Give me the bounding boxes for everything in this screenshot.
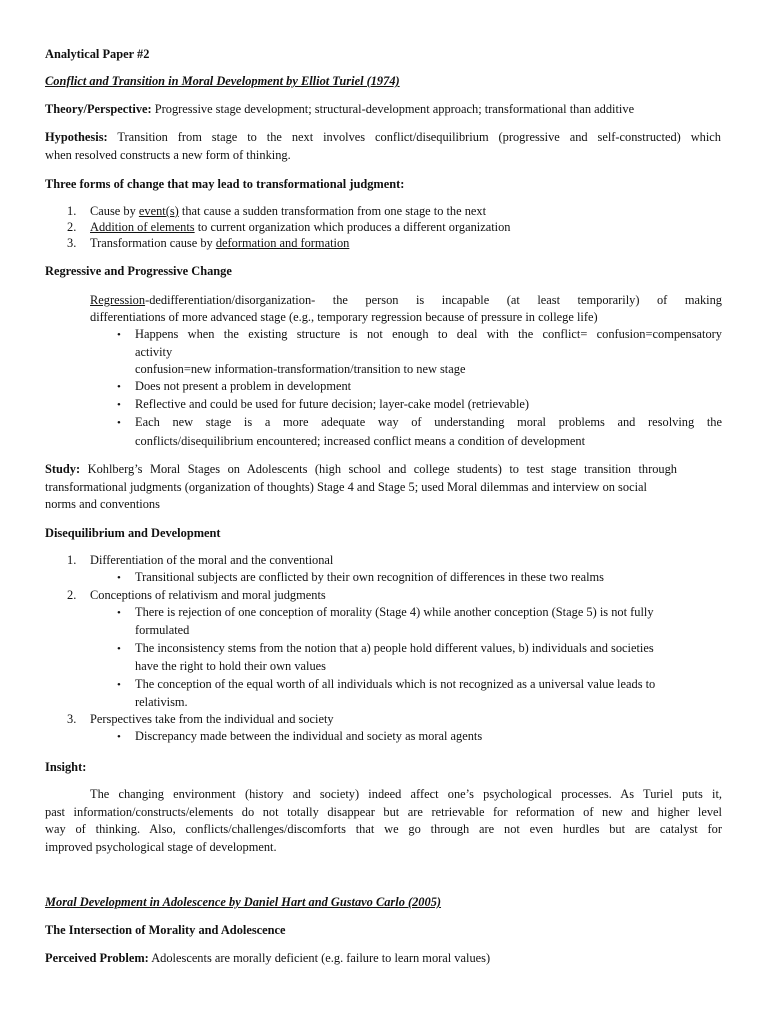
paper-heading: Analytical Paper #2: [45, 47, 150, 61]
study-line-1: Study: Kohlberg’s Moral Stages on Adolescents (high school and college students) to test stage transition through: [45, 462, 677, 476]
diseq-item-2-bullet-1-line-2: formulated: [135, 623, 190, 637]
form-number: 3.: [67, 236, 77, 250]
diseq-item-2: Conceptions of relativism and moral judgments: [90, 588, 326, 602]
diseq-item-1: Differentiation of the moral and the conventional: [90, 553, 334, 567]
list-number: 1.: [67, 553, 77, 567]
regression-line-2: differentiations of more advanced stage (e.g., temporary regression because of pressure in college life): [90, 310, 598, 324]
bullet-icon: •: [117, 399, 121, 411]
paper-2-title: Moral Development in Adolescence by Daniel Hart and Gustavo Carlo (2005): [45, 895, 442, 909]
diseq-item-2-bullet-2-line-1: The inconsistency stems from the notion that a) people hold different values, b) individuals and societies: [135, 641, 654, 655]
study-line-2: transformational judgments (organization of thoughts) Stage 4 and Stage 5; used Moral dilemmas and interview on social: [45, 480, 647, 494]
insight-line-2: past information/constructs/elements do not totally disappear but are retrievable for reformation of new and higher level: [45, 805, 722, 819]
reg-bullet-1-line-3: confusion=new information-transformation/transition to new stage: [135, 362, 466, 376]
insight-heading: Insight:: [45, 760, 87, 774]
form-number: 1.: [67, 204, 77, 218]
disequilibrium-heading: Disequilibrium and Development: [45, 526, 221, 540]
diseq-item-2-bullet-2-line-2: have the right to hold their own values: [135, 659, 326, 673]
reg-bullet-4-line-1: Each new stage is a more adequate way of understanding moral problems and resolving the: [135, 415, 722, 429]
bullet-icon: •: [117, 417, 121, 429]
study-line-3: norms and conventions: [45, 497, 160, 511]
bullet-icon: •: [117, 643, 121, 655]
bullet-icon: •: [117, 679, 121, 691]
regressive-heading: Regressive and Progressive Change: [45, 264, 232, 278]
list-number: 3.: [67, 712, 77, 726]
diseq-item-2-bullet-3-line-2: relativism.: [135, 695, 188, 709]
bullet-icon: •: [117, 329, 121, 341]
reg-bullet-3: Reflective and could be used for future decision; layer-cake model (retrievable): [135, 397, 530, 411]
reg-bullet-1-line-2: activity: [135, 345, 173, 359]
insight-line-4: improved psychological stage of development.: [45, 840, 277, 854]
perceived-problem-line: Perceived Problem: Adolescents are morally deficient (e.g. failure to learn moral values): [45, 951, 491, 965]
hypothesis-line-2: when resolved constructs a new form of thinking.: [45, 148, 291, 162]
reg-bullet-4-line-2: conflicts/disequilibrium encountered; increased conflict means a condition of development: [135, 434, 586, 448]
form-item-1: Cause by event(s) that cause a sudden transformation from one stage to the next: [90, 204, 487, 218]
bullet-icon: •: [117, 381, 121, 393]
diseq-item-3: Perspectives take from the individual and society: [90, 712, 334, 726]
form-item-3: Transformation cause by deformation and formation: [90, 236, 350, 250]
form-number: 2.: [67, 220, 77, 234]
theory-line: Theory/Perspective: Progressive stage development; structural-development approach; transformational than additive: [45, 102, 635, 116]
diseq-item-2-bullet-3-line-1: The conception of the equal worth of all individuals which is not recognized as a universal value leads to: [135, 677, 656, 691]
form-item-2: Addition of elements to current organization which produces a different organization: [90, 220, 511, 234]
bullet-icon: •: [117, 731, 121, 743]
diseq-item-2-bullet-1-line-1: There is rejection of one conception of morality (Stage 4) while another conception (Stage 5) is not fully: [135, 605, 654, 619]
insight-line-1: The changing environment (history and society) indeed affect one’s psychological processes. As Turiel puts it,: [90, 787, 722, 801]
paper-title: Conflict and Transition in Moral Development by Elliot Turiel (1974): [45, 74, 400, 88]
diseq-item-1-bullet: Transitional subjects are conflicted by their own recognition of differences in these two realms: [135, 570, 604, 584]
diseq-item-3-bullet: Discrepancy made between the individual and society as moral agents: [135, 729, 483, 743]
reg-bullet-1-line-1: Happens when the existing structure is not enough to deal with the conflict= confusion=compensatory: [135, 327, 722, 341]
list-number: 2.: [67, 588, 77, 602]
hypothesis-line-1: Hypothesis: Transition from stage to the next involves conflict/disequilibrium (progressive and self-constructed) which: [45, 130, 721, 144]
bullet-icon: •: [117, 572, 121, 584]
insight-line-3: way of thinking. Also, conflicts/challenges/discomforts that we go through are not even hurdles but are catalyst for: [45, 822, 722, 836]
regression-line-1: Regression-dedifferentiation/disorganization- the person is incapable (at least temporarily) of making: [90, 293, 722, 307]
bullet-icon: •: [117, 607, 121, 619]
reg-bullet-2: Does not present a problem in development: [135, 379, 352, 393]
three-forms-heading: Three forms of change that may lead to transformational judgment:: [45, 177, 405, 191]
intersection-heading: The Intersection of Morality and Adolescence: [45, 923, 286, 937]
